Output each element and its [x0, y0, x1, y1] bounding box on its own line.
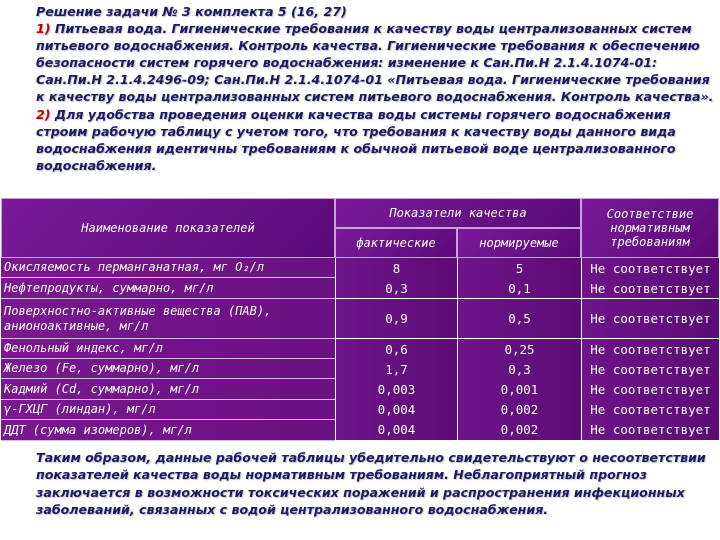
paragraph-1 [8, 20, 714, 105]
header-indicator-name: Наименование показателей [1, 198, 335, 258]
verdict-value: Не соответствует [590, 361, 711, 377]
norm-value: 0,001 [500, 381, 539, 397]
intro-text [8, 3, 714, 174]
actual-value: 8 [392, 260, 401, 276]
row-name-surfactants: Поверхностно-активные вещества (ПАВ), анионоактивные, мг/л [1, 299, 335, 339]
row-name-cadmium: Кадмий (Cd, суммарно), мг/л [1, 379, 335, 400]
norm-group-1 [457, 258, 581, 299]
verdict-group-1 [581, 258, 719, 299]
verdict-group-2 [581, 299, 719, 339]
row-name-phenol-index: Фенольный индекс, мг/л [1, 339, 335, 359]
header-actual: фактические [335, 228, 457, 258]
actual-value: 0,004 [377, 402, 416, 418]
actual-group-3 [335, 339, 457, 441]
row-name-iron: Железо (Fe, суммарно), мг/л [1, 359, 335, 379]
actual-group-2 [335, 299, 457, 339]
paragraph-1-text: Питьевая вода. Гигиенические требования к качеству воды централизованных систем питьевого водоснабжения. Контроль качества. Гигиенические требования к обеспечению безопасности систем горячего водоснабжения: изменение к Сан.Пи.Н 2.1.4.1074-01: Сан.Пи.Н 2.1.4.2496-09; Сан.Пи.Н 2.1.4.1074-01 «Питьевая вода. Гигиенические требования к качеству воды централизованных систем питьевого водоснабжения. Контроль качества». [36, 21, 714, 105]
verdict-value: Не соответствует [590, 422, 711, 438]
actual-value: 1,7 [385, 361, 408, 377]
conclusion-text [8, 449, 714, 519]
verdict-value: Не соответствует [590, 402, 711, 418]
actual-value: 0,003 [377, 381, 416, 397]
paragraph-2 [8, 106, 714, 174]
verdict-value: Не соответствует [590, 280, 711, 296]
norm-group-3 [457, 339, 581, 441]
actual-group-1 [335, 258, 457, 299]
actual-value: 0,6 [385, 341, 408, 357]
verdict-value: Не соответствует [590, 341, 711, 357]
task-heading: Решение задачи № 3 комплекта 5 (16, 27) [36, 4, 347, 19]
verdict-group-3 [581, 339, 719, 441]
header-compliance: Соответствие нормативным требованиям [581, 198, 719, 258]
norm-value: 0,1 [508, 280, 531, 296]
verdict-value: Не соответствует [590, 260, 711, 276]
paragraph-2-text: Для удобства проведения оценки качества воды системы горячего водоснабжения строим рабочую таблицу с учетом того, что требования к качеству воды данного вида водоснабжения идентичны требованиям к обычной питьевой воде централизованного водоснабжения. [36, 106, 676, 173]
actual-value: 0,9 [385, 311, 408, 326]
conclusion-paragraph: Таким образом, данные рабочей таблицы убедительно свидетельствуют о несоответствии показателей качества воды нормативным требованиям. Неблагоприятный прогноз заключается в возможности токсических поражений и распространения инфекционных заболеваний, связанных с водой централизованного водоснабжения. [36, 450, 706, 518]
norm-value: 0,3 [508, 361, 531, 377]
norm-value: 0,25 [504, 341, 535, 357]
norm-value: 0,002 [500, 402, 539, 418]
header-norm: нормируемые [457, 228, 581, 258]
row-name-lindane: γ-ГХЦГ (линдан), мг/л [1, 400, 335, 420]
verdict-value: Не соответствует [590, 381, 711, 397]
header-quality: Показатели качества [335, 198, 581, 228]
norm-value: 0,5 [508, 311, 531, 326]
paragraph-2-number: 2) [36, 106, 51, 122]
row-name-ddt: ДДТ (сумма изомеров), мг/л [1, 420, 335, 441]
norm-value: 0,002 [500, 422, 539, 438]
verdict-value: Не соответствует [590, 311, 711, 326]
row-name-oxidizability: Окисляемость перманганатная, мг О₂/л [1, 258, 335, 278]
quality-table [1, 198, 719, 441]
actual-value: 0,004 [377, 422, 416, 438]
paragraph-1-number: 1) [36, 21, 51, 37]
norm-value: 5 [515, 260, 524, 276]
norm-group-2 [457, 299, 581, 339]
row-name-oil-products: Нефтепродукты, суммарно, мг/л [1, 278, 335, 299]
actual-value: 0,3 [385, 280, 408, 296]
